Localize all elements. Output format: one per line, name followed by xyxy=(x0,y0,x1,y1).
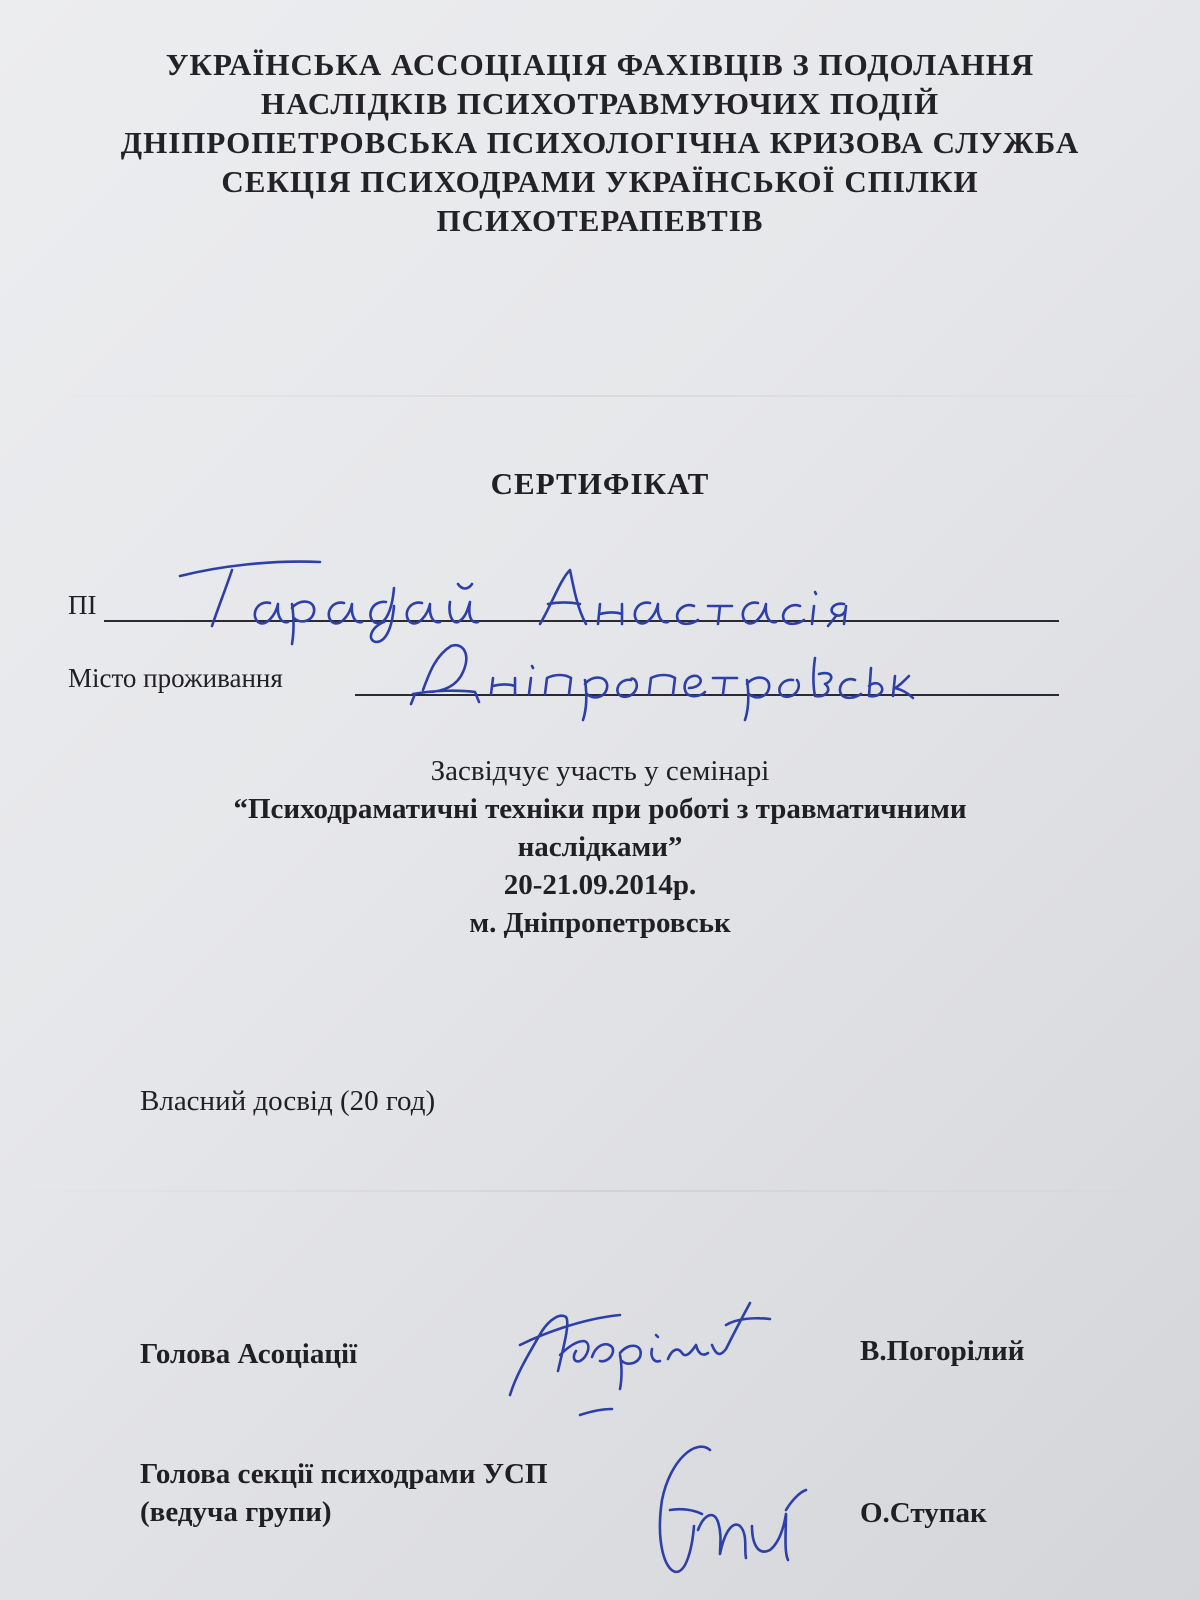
paper-fold xyxy=(0,1190,1200,1192)
section-role-line: (ведуча групи) xyxy=(140,1496,332,1528)
chair-signature xyxy=(480,1275,800,1415)
header-line: ДНІПРОПЕТРОВСЬКА ПСИХОЛОГІЧНА КРИЗОВА СЛУЖБА xyxy=(120,125,1080,160)
seminar-city: м. Дніпропетровськ xyxy=(469,907,731,939)
handwritten-name xyxy=(160,548,860,638)
chair-role: Голова Асоціації xyxy=(140,1338,358,1370)
city-label: Місто проживання xyxy=(68,663,283,693)
seminar-title-line: “Психодраматичні техніки при роботі з травматичними xyxy=(233,793,967,825)
paper-fold xyxy=(0,395,1200,397)
header-line: НАСЛІДКІВ ПСИХОТРАВМУЮЧИХ ПОДІЙ xyxy=(260,86,940,121)
section-chair-signature xyxy=(640,1430,830,1590)
organization-header xyxy=(0,45,1200,240)
seminar-info xyxy=(0,752,1200,942)
section-chair-name: О.Ступак xyxy=(860,1497,987,1529)
seminar-dates: 20-21.09.2014р. xyxy=(503,869,697,901)
header-line: УКРАЇНСЬКА АССОЦІАЦІЯ ФАХІВЦІВ З ПОДОЛАННЯ xyxy=(165,47,1035,82)
name-label: ПІ xyxy=(68,590,97,620)
header-line: ПСИХОТЕРАПЕВТІВ xyxy=(436,203,764,238)
header-line: СЕКЦІЯ ПСИХОДРАМИ УКРАЇНСЬКОЇ СПІЛКИ xyxy=(221,164,979,199)
section-role-line: Голова секції психодрами УСП xyxy=(140,1458,548,1490)
seminar-title-line: наслідками” xyxy=(517,831,683,863)
handwritten-city xyxy=(405,628,915,718)
attendance-text: Засвідчує участь у семінарі xyxy=(430,755,770,787)
certificate-title: СЕРТИФІКАТ xyxy=(490,466,710,501)
experience-hours: Власний досвід (20 год) xyxy=(140,1085,436,1117)
chair-name: В.Погорілий xyxy=(860,1335,1025,1367)
section-chair-role xyxy=(140,1455,548,1531)
